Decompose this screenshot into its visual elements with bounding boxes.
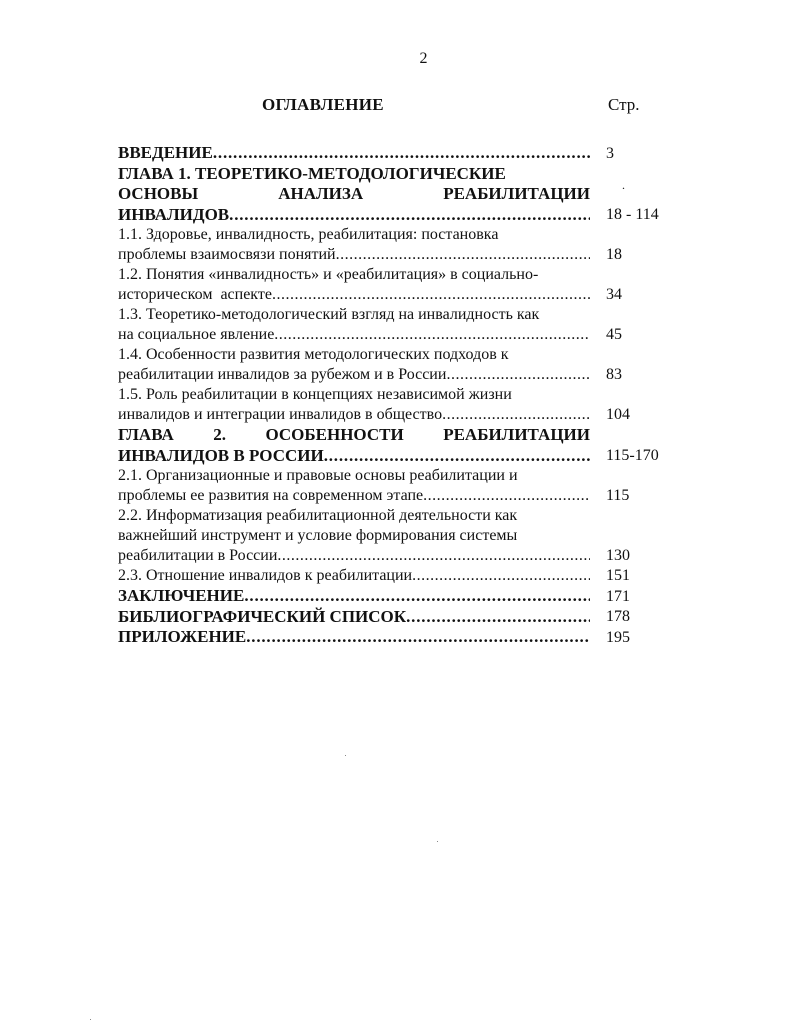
toc-entry-text xyxy=(118,566,590,586)
toc-entry-text xyxy=(118,143,590,164)
scan-speck xyxy=(437,841,438,842)
toc-line: реабилитации инвалидов за рубежом и в России xyxy=(118,366,447,383)
toc-entry-page: 130 xyxy=(606,547,630,564)
toc-line: ГЛАВА 1. ТЕОРЕТИКО-МЕТОДОЛОГИЧЕСКИЕ xyxy=(118,163,506,183)
toc-entry-text xyxy=(118,225,590,265)
toc-entry-section-1-4[interactable] xyxy=(118,345,668,385)
toc-line: 1.2. Понятия «инвалидность» и «реабилитация» в социально- xyxy=(118,266,539,283)
toc-entry-section-2-2[interactable] xyxy=(118,506,668,566)
toc-entry-conclusion[interactable] xyxy=(118,586,668,607)
toc-line: 1.4. Особенности развития методологических подходов к xyxy=(118,346,509,363)
toc-entry-section-1-2[interactable] xyxy=(118,265,668,305)
toc-line: ИНВАЛИДОВ xyxy=(118,204,230,224)
toc-entry-text xyxy=(118,627,590,648)
toc-entry-appendix[interactable] xyxy=(118,627,668,648)
toc-entry-page: 115-170 xyxy=(606,447,659,464)
table-of-contents xyxy=(118,143,668,648)
toc-entry-page: 3 xyxy=(606,144,614,162)
toc-entry-chapter-2[interactable] xyxy=(118,425,668,466)
toc-line: 1.1. Здоровье, инвалидность, реабилитация: постановка xyxy=(118,226,499,243)
toc-entry-page: 151 xyxy=(606,567,630,584)
toc-entry-section-1-1[interactable] xyxy=(118,225,668,265)
toc-entry-chapter-1[interactable] xyxy=(118,164,668,226)
toc-line: 2.2. Информатизация реабилитационной деятельности как xyxy=(118,507,518,524)
toc-entry-text xyxy=(118,265,590,305)
toc-entry-page: 18 - 114 xyxy=(606,206,659,223)
toc-line: 2.3. Отношение инвалидов к реабилитации xyxy=(118,567,413,584)
toc-entry-page: 178 xyxy=(606,608,630,625)
toc-line: проблемы взаимосвязи понятий xyxy=(118,246,336,263)
toc-entry-page: 45 xyxy=(606,326,622,343)
toc-line: ГЛАВА 2. ОСОБЕННОСТИ РЕАБИЛИТАЦИИ xyxy=(118,425,590,444)
scan-speck xyxy=(345,755,346,756)
toc-entry-page: 18 xyxy=(606,246,622,263)
toc-entry-page: 115 xyxy=(606,487,630,504)
page-column-label: Стр. xyxy=(608,95,640,114)
toc-entry-section-2-3[interactable] xyxy=(118,566,668,586)
toc-entry-section-1-5[interactable] xyxy=(118,385,668,425)
toc-entry-text xyxy=(118,506,590,566)
toc-entry-page: 195 xyxy=(606,628,630,646)
toc-line: ОСНОВЫ АНАЛИЗА РЕАБИЛИТАЦИИ xyxy=(118,184,590,203)
toc-line: 1.5. Роль реабилитации в концепциях независимой жизни xyxy=(118,386,512,403)
page-number: 2 xyxy=(419,50,428,67)
toc-entry-introduction[interactable] xyxy=(118,143,668,164)
toc-entry-text xyxy=(118,164,590,226)
toc-line: проблемы ее развития на современном этапе xyxy=(118,487,424,504)
toc-line: БИБЛИОГРАФИЧЕСКИЙ СПИСОК xyxy=(118,606,407,626)
scan-speck xyxy=(90,1019,91,1020)
toc-entry-page: 83 xyxy=(606,366,622,383)
toc-entry-text xyxy=(118,345,590,385)
toc-line: реабилитации в России xyxy=(118,547,278,564)
toc-line: 2.1. Организационные и правовые основы реабилитации и xyxy=(118,467,518,484)
toc-entry-page: 171 xyxy=(606,587,630,605)
toc-entry-text xyxy=(118,305,590,345)
toc-line: на социальное явление xyxy=(118,326,275,343)
toc-line: инвалидов и интеграции инвалидов в общество xyxy=(118,406,443,423)
toc-line: ИНВАЛИДОВ В РОССИИ xyxy=(118,445,324,465)
toc-entry-bibliography[interactable] xyxy=(118,607,668,628)
toc-entry-section-2-1[interactable] xyxy=(118,466,668,506)
stray-mark: . xyxy=(622,178,625,192)
toc-entry-text xyxy=(118,466,590,506)
toc-title: ОГЛАВЛЕНИЕ xyxy=(262,95,384,114)
toc-line: ПРИЛОЖЕНИЕ xyxy=(118,627,247,646)
toc-entry-section-1-3[interactable] xyxy=(118,305,668,345)
toc-line: ЗАКЛЮЧЕНИЕ xyxy=(118,586,245,605)
toc-entry-page: 34 xyxy=(606,286,622,303)
toc-entry-text xyxy=(118,607,590,628)
toc-entry-text xyxy=(118,425,590,466)
toc-line: ВВЕДЕНИЕ xyxy=(118,143,213,162)
toc-line: историческом аспекте xyxy=(118,286,272,303)
toc-line: важнейший инструмент и условие формирования системы xyxy=(118,527,518,544)
toc-entry-page: 104 xyxy=(606,406,630,423)
toc-line: 1.3. Теоретико-методологический взгляд на инвалидность как xyxy=(118,306,540,323)
toc-entry-text xyxy=(118,586,590,607)
toc-entry-text xyxy=(118,385,590,425)
